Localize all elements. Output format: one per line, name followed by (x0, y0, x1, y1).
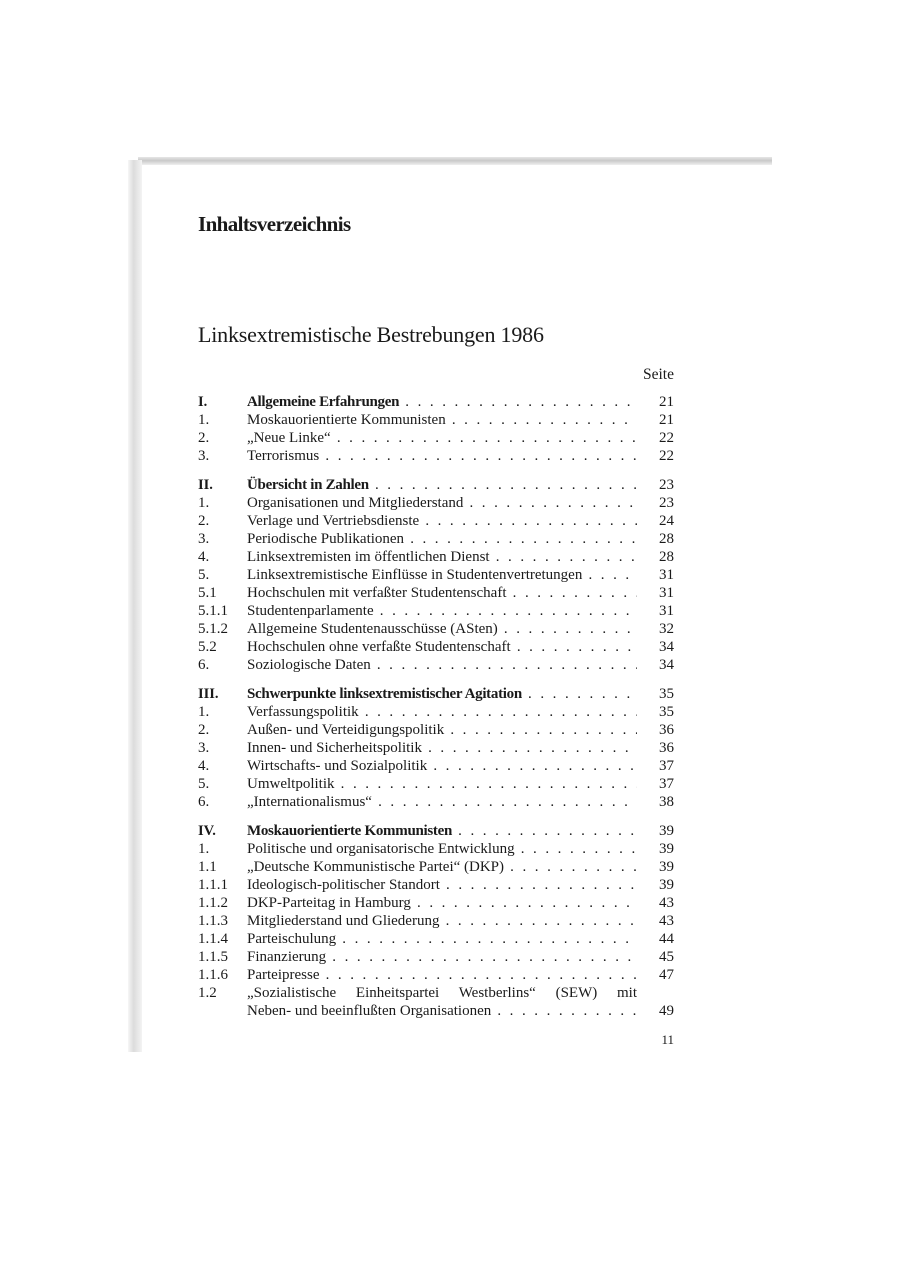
section-number: IV. (198, 823, 216, 839)
entry-title: Parteischulung . . . (247, 930, 637, 948)
toc-entry-row[interactable] (198, 620, 674, 638)
section-page: 35 (659, 686, 674, 702)
entry-number: 5.1.1 (198, 603, 228, 619)
entry-page: 31 (659, 567, 674, 583)
section-title: Allgemeine Erfahrungen . . . (247, 393, 637, 411)
toc-section-row[interactable] (198, 685, 674, 703)
entry-page: 28 (659, 531, 674, 547)
entry-number: 5. (198, 567, 210, 583)
entry-number: 5.2 (198, 639, 217, 655)
entry-title: „Deutsche Kommunistische Partei“ (DKP) . . . (247, 858, 637, 876)
entry-page: 37 (659, 776, 674, 792)
entry-page: 37 (659, 758, 674, 774)
entry-number: 2. (198, 722, 210, 738)
entry-title: Verlage und Vertriebsdienste . . . (247, 512, 637, 530)
toc-entry-row[interactable] (198, 948, 674, 966)
entry-number: 1. (198, 704, 210, 720)
toc-subtitle: Linksextremistische Bestrebungen 1986 (198, 322, 544, 347)
entry-page: 36 (659, 740, 674, 756)
entry-number: 3. (198, 531, 210, 547)
toc-entry-row[interactable] (198, 793, 674, 811)
toc-entry-row[interactable] (198, 429, 674, 447)
toc-entry-row[interactable] (198, 703, 674, 721)
page-column-label: Seite (643, 366, 674, 383)
entry-page: 22 (659, 448, 674, 464)
entry-title: Allgemeine Studentenausschüsse (ASten) . . . (247, 620, 637, 638)
entry-page: 39 (659, 877, 674, 893)
entry-title: Verfassungspolitik . . . (247, 703, 637, 721)
section-title: Übersicht in Zahlen . . . (247, 476, 637, 494)
entry-title: Moskauorientierte Kommunisten . . . (247, 411, 637, 429)
toc-entry-row[interactable] (198, 548, 674, 566)
entry-number: 1.1.4 (198, 931, 228, 947)
entry-page: 21 (659, 412, 674, 428)
scan-edge-top (138, 157, 772, 165)
toc-section-row[interactable] (198, 476, 674, 494)
entry-page: 43 (659, 895, 674, 911)
entry-title: Parteipresse . . . (247, 966, 637, 984)
scan-edge-left (128, 160, 142, 1052)
entry-title: Wirtschafts- und Sozialpolitik . . . (247, 757, 637, 775)
entry-number: 2. (198, 513, 210, 529)
entry-number: 1.1.2 (198, 895, 228, 911)
toc-entry-row[interactable] (198, 739, 674, 757)
entry-page: 43 (659, 913, 674, 929)
entry-number: 4. (198, 549, 210, 565)
section-page: 23 (659, 477, 674, 493)
page-number: 11 (661, 1032, 674, 1047)
entry-number: 1. (198, 412, 210, 428)
toc-entry-row[interactable] (198, 494, 674, 512)
toc-entry-row[interactable] (198, 757, 674, 775)
entry-title-line2: Neben- und beeinflußten Organisationen . . . (247, 1002, 637, 1020)
toc-entry-row[interactable] (198, 411, 674, 429)
entry-number: 4. (198, 758, 210, 774)
entry-number: 1.1.6 (198, 967, 228, 983)
toc-entry-row[interactable] (198, 530, 674, 548)
entry-page: 34 (659, 639, 674, 655)
toc-entry-row[interactable] (198, 584, 674, 602)
entry-page: 47 (659, 967, 674, 983)
toc-entry-row[interactable] (198, 894, 674, 912)
entry-number: 5.1.2 (198, 621, 228, 637)
toc-entry-row[interactable] (198, 566, 674, 584)
toc-entry-row[interactable] (198, 775, 674, 793)
entry-page: 34 (659, 657, 674, 673)
entry-title: Ideologisch-politischer Standort . . . (247, 876, 637, 894)
toc-section-row[interactable] (198, 393, 674, 411)
section-page: 21 (659, 394, 674, 410)
entry-title: Linksextremisten im öffentlichen Dienst . . . (247, 548, 637, 566)
entry-page: 23 (659, 495, 674, 511)
entry-title: Organisationen und Mitgliederstand . . . (247, 494, 637, 512)
entry-title: DKP-Parteitag in Hamburg . . . (247, 894, 637, 912)
section-title: Schwerpunkte linksextremistischer Agitation . . . (247, 685, 637, 703)
toc-entry-row[interactable] (198, 656, 674, 674)
entry-number: 5.1 (198, 585, 217, 601)
toc-entry-row[interactable] (198, 721, 674, 739)
toc-entry-row[interactable] (198, 930, 674, 948)
entry-page: 39 (659, 841, 674, 857)
section-number: I. (198, 394, 208, 410)
entry-title: Linksextremistische Einflüsse in Studentenvertretungen . . . (247, 566, 637, 584)
entry-title: Politische und organisatorische Entwicklung . . . (247, 840, 637, 858)
entry-number: 1.1.5 (198, 949, 228, 965)
entry-number: 6. (198, 657, 210, 673)
toc-entry-row[interactable] (198, 447, 674, 465)
entry-title: Studentenparlamente . . . (247, 602, 637, 620)
entry-title: Hochschulen mit verfaßter Studentenschaft . . . (247, 584, 637, 602)
toc-entry-row[interactable] (198, 840, 674, 858)
entry-page: 38 (659, 794, 674, 810)
entry-page: 31 (659, 585, 674, 601)
entry-page: 35 (659, 704, 674, 720)
entry-page: 36 (659, 722, 674, 738)
entry-title: Außen- und Verteidigungspolitik . . . (247, 721, 637, 739)
entry-page: 39 (659, 859, 674, 875)
entry-number: 1. (198, 841, 210, 857)
toc-entry-row[interactable] (198, 858, 674, 876)
entry-page: 44 (659, 931, 674, 947)
entry-title: Periodische Publikationen . . . (247, 530, 637, 548)
entry-title-line1: „Sozialistische Einheitspartei Westberlins“ (SEW) mit (247, 985, 637, 1001)
entry-number: 2. (198, 430, 210, 446)
entry-title: Hochschulen ohne verfaßte Studentenschaft . . . (247, 638, 637, 656)
entry-page: 32 (659, 621, 674, 637)
toc-entry-row[interactable] (198, 912, 674, 930)
page-heading: Inhaltsverzeichnis (198, 212, 351, 236)
table-of-contents (198, 393, 674, 1020)
section-page: 39 (659, 823, 674, 839)
entry-number: 1. (198, 495, 210, 511)
toc-section-row[interactable] (198, 822, 674, 840)
entry-number: 3. (198, 740, 210, 756)
entry-title: Soziologische Daten . . . (247, 656, 637, 674)
entry-title: „Internationalismus“ . . . (247, 793, 637, 811)
entry-page: 49 (659, 1003, 674, 1019)
entry-title: Innen- und Sicherheitspolitik . . . (247, 739, 637, 757)
toc-entry-row[interactable] (198, 876, 674, 894)
entry-number: 1.1.1 (198, 877, 228, 893)
entry-page: 45 (659, 949, 674, 965)
toc-entry-row[interactable] (198, 638, 674, 656)
toc-entry-row[interactable] (198, 966, 674, 984)
entry-number: 3. (198, 448, 210, 464)
toc-entry-row[interactable] (198, 512, 674, 530)
section-number: III. (198, 686, 219, 702)
entry-number: 6. (198, 794, 210, 810)
entry-number: 1.2 (198, 985, 217, 1001)
entry-number: 5. (198, 776, 210, 792)
entry-page: 28 (659, 549, 674, 565)
entry-page: 31 (659, 603, 674, 619)
entry-page: 24 (659, 513, 674, 529)
entry-title: „Neue Linke“ . . . (247, 429, 637, 447)
entry-title: Mitgliederstand und Gliederung . . . (247, 912, 637, 930)
entry-number: 1.1 (198, 859, 217, 875)
toc-entry-row[interactable] (198, 984, 674, 1020)
entry-page: 22 (659, 430, 674, 446)
section-title: Moskauorientierte Kommunisten . . . (247, 822, 637, 840)
entry-title: Umweltpolitik . . . (247, 775, 637, 793)
entry-title: Finanzierung . . . (247, 948, 637, 966)
section-number: II. (198, 477, 213, 493)
toc-entry-row[interactable] (198, 602, 674, 620)
entry-title: Terrorismus . . . (247, 447, 637, 465)
entry-number: 1.1.3 (198, 913, 228, 929)
